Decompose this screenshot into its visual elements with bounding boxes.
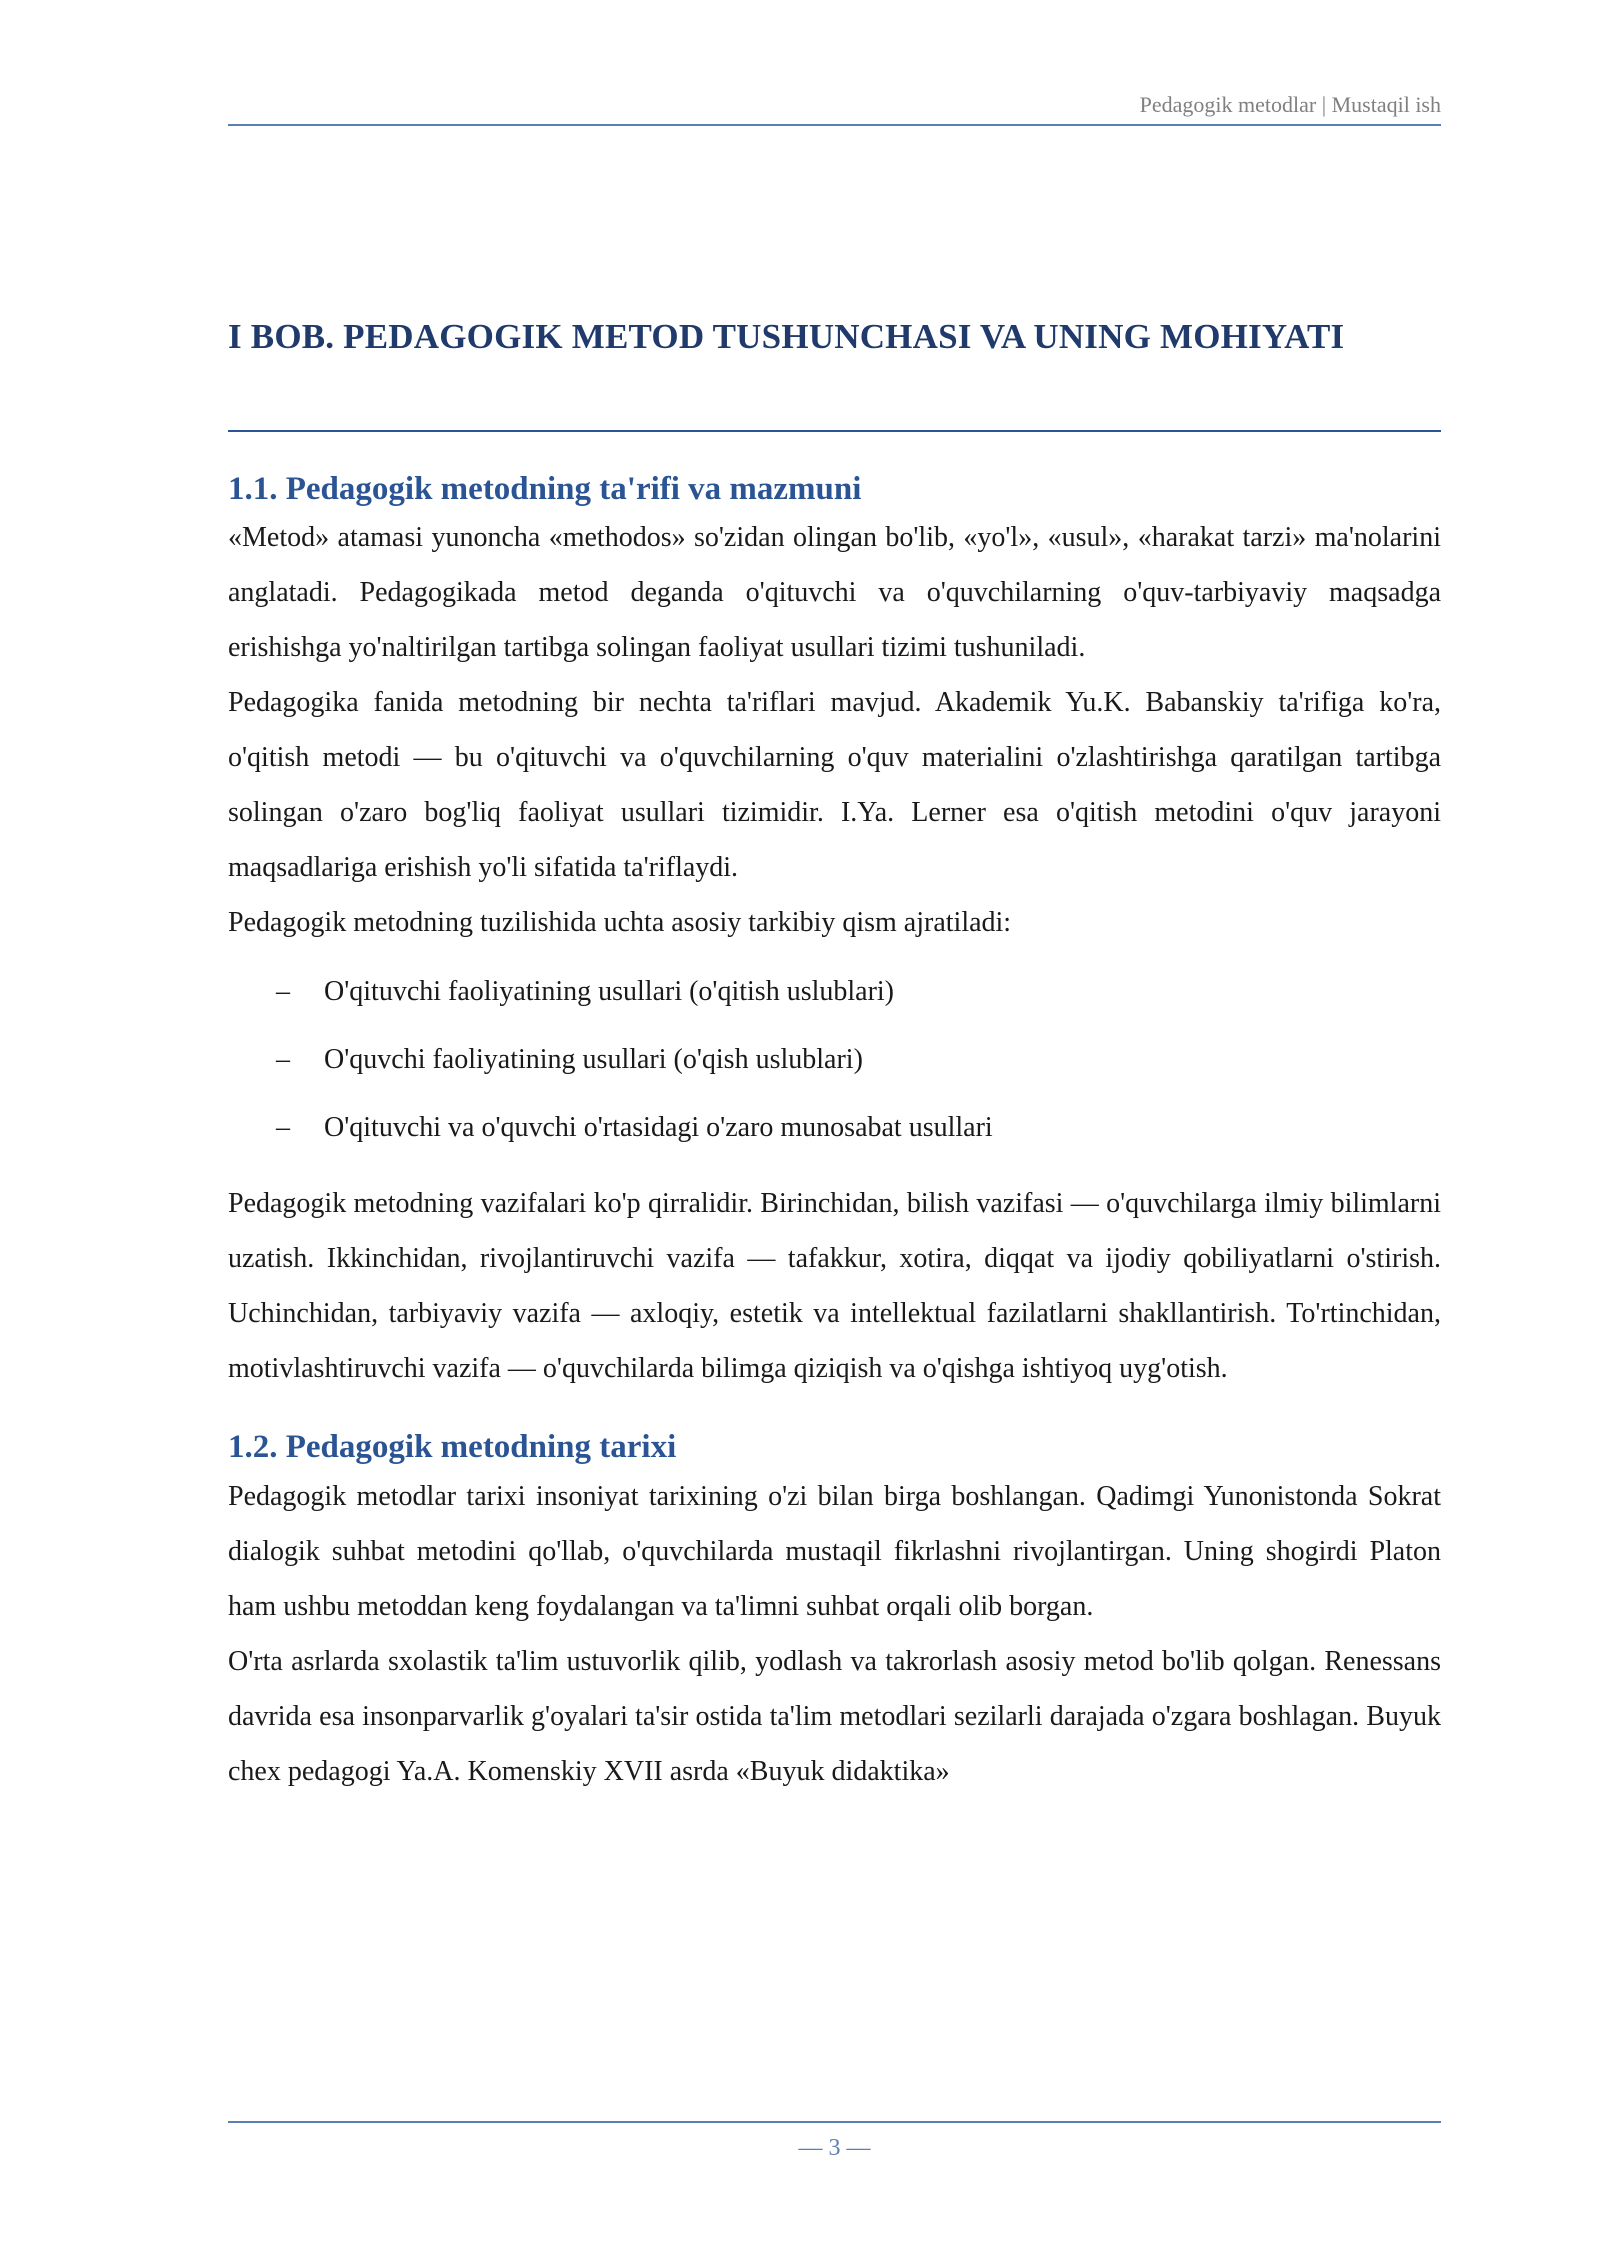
list-dash: – bbox=[276, 976, 290, 1008]
component-list bbox=[228, 972, 1441, 1148]
chapter-title: I BOB. PEDAGOGIK METOD TUSHUNCHASI VA UNING MOHIYATI bbox=[228, 317, 1345, 356]
section-title-1-1: 1.1. Pedagogik metodning ta'rifi va mazmuni bbox=[228, 470, 862, 507]
paragraph: Pedagogika fanida metodning bir nechta ta'riflari mavjud. Akademik Yu.K. Babanskiy ta'rifiga ko'ra, o'qitish metodi — bu o'qituvchi va o'quvchilarning o'quv materialini o'zlashtirishga qaratilgan tartibga solingan o'zaro bog'liq faoliyat usullari tizimidir. I.Ya. Lerner esa o'qitish metodini o'quv jarayoni maqsadlariga erishish yo'li sifatida ta'riflaydi. bbox=[228, 687, 1441, 884]
chapter-divider bbox=[228, 430, 1441, 432]
page-content bbox=[228, 300, 1441, 1799]
paragraph: Pedagogik metodning vazifalari ko'p qirralidir. Birinchidan, bilish vazifasi — o'quvchilarga ilmiy bilimlarni uzatish. Ikkinchidan, rivojlantiruvchi vazifa — tafakkur, xotira, diqqat va ijodiy qobiliyatlarni o'stirish. Uchinchidan, tarbiyaviy vazifa — axloqiy, estetik va intellektual fazilatlarni shakllantirish. To'rtinchidan, motivlashtiruvchi vazifa — o'quvchilarda bilimga qiziqish va o'qishga ishtiyoq uyg'otish. bbox=[228, 1188, 1441, 1385]
list-item bbox=[228, 1040, 1441, 1080]
list-item-text: O'quvchi faoliyatining usullari (o'qish uslublari) bbox=[324, 1044, 863, 1076]
list-dash: – bbox=[276, 1044, 290, 1076]
list-item bbox=[228, 972, 1441, 1012]
paragraph: O'rta asrlarda sxolastik ta'lim ustuvorlik qilib, yodlash va takrorlash asosiy metod bo'lib qolgan. Renessans davrida esa insonparvarlik g'oyalari ta'sir ostida ta'lim metodlari sezilarli darajada o'zgara boshlagan. Buyuk chex pedagogi Ya.A. Komenskiy XVII asrda «Buyuk didaktika» bbox=[228, 1646, 1441, 1788]
list-item-text: O'qituvchi faoliyatining usullari (o'qitish uslublari) bbox=[324, 976, 895, 1008]
header-divider bbox=[228, 124, 1441, 126]
list-item-text: O'qituvchi va o'quvchi o'rtasidagi o'zaro munosabat usullari bbox=[324, 1112, 993, 1144]
list-item bbox=[228, 1108, 1441, 1148]
section-title-1-2: 1.2. Pedagogik metodning tarixi bbox=[228, 1429, 677, 1466]
running-header: Pedagogik metodlar | Mustaqil ish bbox=[1139, 92, 1441, 117]
paragraph: Pedagogik metodlar tarixi insoniyat tarixining o'zi bilan birga boshlangan. Qadimgi Yunonistonda Sokrat dialogik suhbat metodini qo'llab, o'quvchilarda mustaqil fikrlashni rivojlantirgan. Uning shogirdi Platon ham ushbu metoddan keng foydalangan va ta'limni suhbat orqali olib borgan. bbox=[228, 1481, 1441, 1623]
list-dash: – bbox=[276, 1112, 290, 1144]
paragraph: Pedagogik metodning tuzilishida uchta asosiy tarkibiy qism ajratiladi: bbox=[228, 907, 1012, 939]
footer-divider bbox=[228, 2121, 1441, 2123]
page-number: — 3 — bbox=[798, 2135, 871, 2161]
paragraph: «Metod» atamasi yunoncha «methodos» so'zidan olingan bo'lib, «yo'l», «usul», «harakat tarzi» ma'nolarini anglatadi. Pedagogikada metod deganda o'qituvchi va o'quvchilarning o'quv-tarbiyaviy maqsadga erishishga yo'naltirilgan tartibga solingan faoliyat usullari tizimi tushuniladi. bbox=[228, 522, 1441, 664]
